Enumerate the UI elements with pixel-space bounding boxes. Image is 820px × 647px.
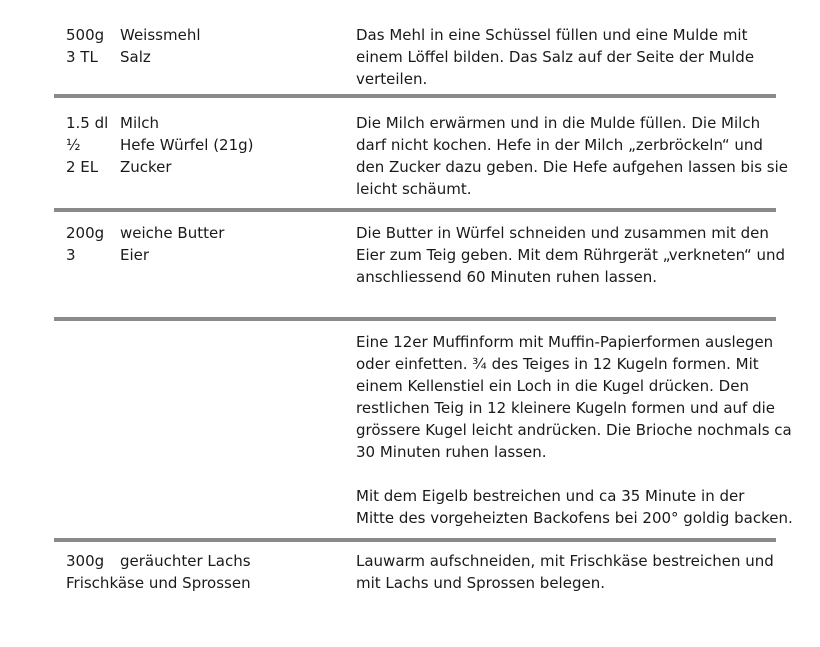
ingredient-item: Hefe Würfel (21g) bbox=[120, 136, 254, 154]
step-text-line: restlichen Teig in 12 kleinere Kugeln formen und auf die bbox=[356, 399, 776, 417]
step-text-line: Die Milch erwärmen und in die Mulde füllen. Die Milch bbox=[356, 114, 761, 132]
step-text-line: oder einfetten. ¾ des Teiges in 12 Kugeln formen. Mit bbox=[356, 355, 759, 373]
step-text-line: Das Mehl in eine Schüssel füllen und eine Mulde mit bbox=[356, 26, 748, 44]
section-divider bbox=[54, 538, 776, 542]
step-text-line: Eier zum Teig geben. Mit dem Rührgerät „verkneten“ und bbox=[356, 246, 786, 264]
ingredient-item: Weissmehl bbox=[120, 26, 201, 44]
ingredient-qty: 1.5 dl bbox=[66, 114, 109, 132]
step-text-line: Mitte des vorgeheizten Backofens bei 200° goldig backen. bbox=[356, 509, 793, 527]
ingredient-qty: 2 EL bbox=[66, 158, 99, 176]
ingredient-qty: 3 TL bbox=[66, 48, 98, 66]
step-text-line: mit Lachs und Sprossen belegen. bbox=[356, 574, 605, 592]
ingredient-qty: 200g bbox=[66, 224, 105, 242]
step-text-line: den Zucker dazu geben. Die Hefe aufgehen lassen bis sie bbox=[356, 158, 788, 176]
step-text-line: Eine 12er Muffinform mit Muffin-Papierformen auslegen bbox=[356, 333, 774, 351]
ingredient-item: Eier bbox=[120, 246, 150, 264]
ingredient-item: weiche Butter bbox=[120, 224, 225, 242]
step-text-line: Mit dem Eigelb bestreichen und ca 35 Minute in der bbox=[356, 487, 745, 505]
ingredient-item: Zucker bbox=[120, 158, 172, 176]
step-text-line: Die Butter in Würfel schneiden und zusammen mit den bbox=[356, 224, 769, 242]
ingredient-qty: 300g bbox=[66, 552, 105, 570]
step-text-line: grössere Kugel leicht andrücken. Die Brioche nochmals ca bbox=[356, 421, 792, 439]
ingredient-item: Milch bbox=[120, 114, 160, 132]
ingredient-item: geräuchter Lachs bbox=[120, 552, 251, 570]
step-text-line: darf nicht kochen. Hefe in der Milch „zerbröckeln“ und bbox=[356, 136, 763, 154]
step-text-line: leicht schäumt. bbox=[356, 180, 472, 198]
section-divider bbox=[54, 94, 776, 98]
step-text-line: einem Kellenstiel ein Loch in die Kugel drücken. Den bbox=[356, 377, 749, 395]
step-text-line: 30 Minuten ruhen lassen. bbox=[356, 443, 547, 461]
ingredient-qty: 500g bbox=[66, 26, 105, 44]
step-text-line: anschliessend 60 Minuten ruhen lassen. bbox=[356, 268, 658, 286]
step-text-line: verteilen. bbox=[356, 70, 428, 88]
ingredient-qty: 3 bbox=[66, 246, 76, 264]
step-text-line: einem Löffel bilden. Das Salz auf der Seite der Mulde bbox=[356, 48, 755, 66]
step-text-line: Lauwarm aufschneiden, mit Frischkäse bestreichen und bbox=[356, 552, 774, 570]
ingredient-qty: Frischkäse und Sprossen bbox=[66, 574, 251, 592]
section-divider bbox=[54, 208, 776, 212]
section-divider bbox=[54, 317, 776, 321]
ingredient-qty: ½ bbox=[66, 136, 81, 154]
ingredient-item: Salz bbox=[120, 48, 151, 66]
